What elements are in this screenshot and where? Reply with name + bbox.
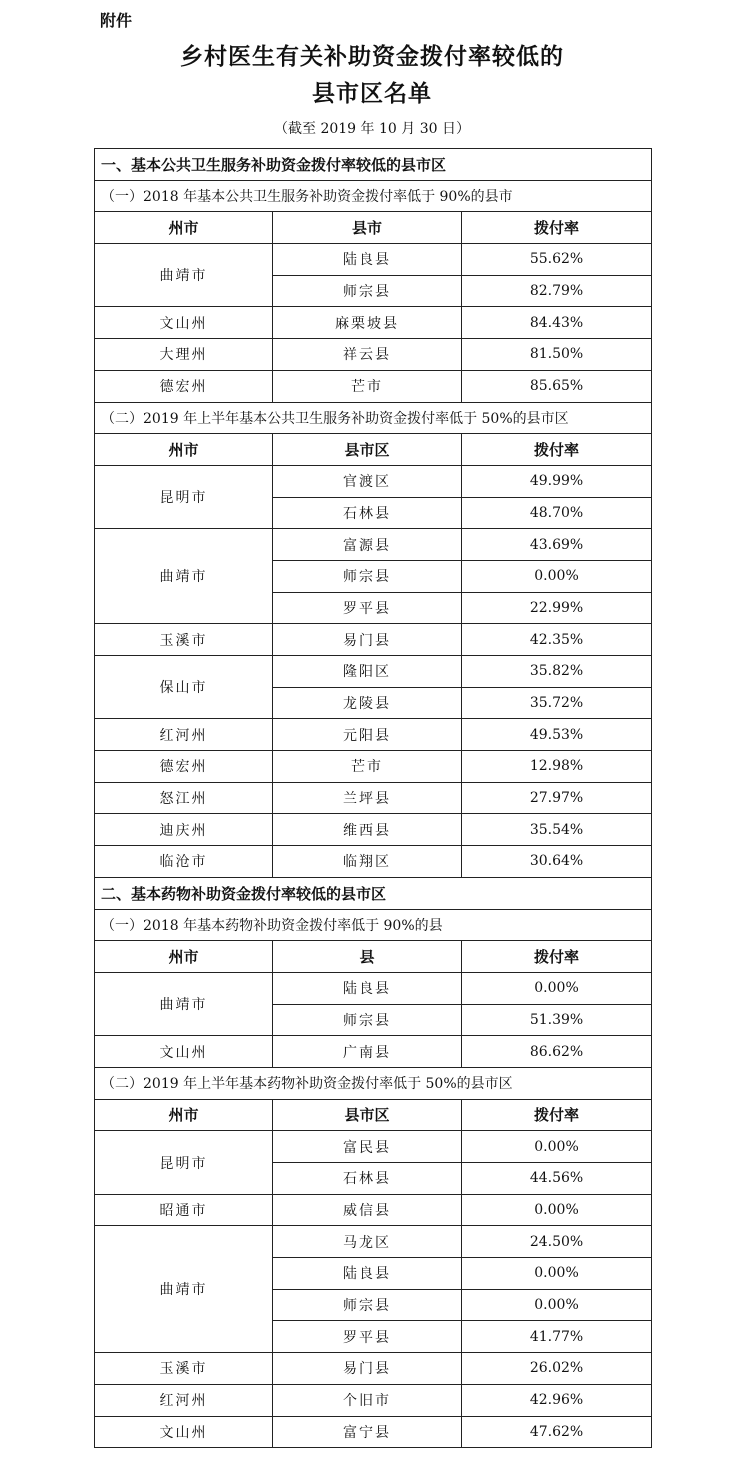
county-cell: 师宗县 bbox=[273, 1004, 462, 1036]
county-cell: 石林县 bbox=[273, 1163, 462, 1195]
table-row bbox=[95, 1194, 652, 1226]
rate-cell: 35.72% bbox=[462, 687, 652, 719]
county-cell: 临翔区 bbox=[273, 846, 462, 878]
header-prefecture: 州市 bbox=[95, 941, 273, 973]
prefecture-cell: 保山市 bbox=[95, 656, 273, 719]
prefecture-cell: 昆明市 bbox=[95, 465, 273, 528]
prefecture-cell: 昆明市 bbox=[95, 1131, 273, 1194]
rate-cell: 0.00% bbox=[462, 1258, 652, 1290]
prefecture-cell: 曲靖市 bbox=[95, 972, 273, 1035]
table-row bbox=[95, 529, 652, 561]
rate-cell: 41.77% bbox=[462, 1321, 652, 1353]
section-heading-row bbox=[95, 149, 652, 181]
rate-cell: 26.02% bbox=[462, 1353, 652, 1385]
county-cell: 广南县 bbox=[273, 1036, 462, 1068]
rate-cell: 44.56% bbox=[462, 1163, 652, 1195]
county-cell: 富民县 bbox=[273, 1131, 462, 1163]
subsection-title-row bbox=[95, 402, 652, 434]
rate-cell: 47.62% bbox=[462, 1416, 652, 1448]
table-row bbox=[95, 656, 652, 688]
subsection-title-row bbox=[95, 1067, 652, 1099]
header-rate: 拨付率 bbox=[462, 434, 652, 466]
attachment-label: 附件 bbox=[100, 11, 133, 30]
county-cell: 官渡区 bbox=[273, 465, 462, 497]
county-cell: 祥云县 bbox=[273, 339, 462, 371]
header-prefecture: 州市 bbox=[95, 434, 273, 466]
county-cell: 富宁县 bbox=[273, 1416, 462, 1448]
county-cell: 维西县 bbox=[273, 814, 462, 846]
county-cell: 隆阳区 bbox=[273, 656, 462, 688]
county-cell: 罗平县 bbox=[273, 1321, 462, 1353]
table-row bbox=[95, 307, 652, 339]
header-county: 县市区 bbox=[273, 434, 462, 466]
rate-cell: 82.79% bbox=[462, 275, 652, 307]
table-row bbox=[95, 1416, 652, 1448]
header-county: 县市区 bbox=[273, 1099, 462, 1131]
subsection-title-row bbox=[95, 909, 652, 941]
rate-cell: 0.00% bbox=[462, 560, 652, 592]
rate-cell: 12.98% bbox=[462, 751, 652, 783]
prefecture-cell: 曲靖市 bbox=[95, 529, 273, 624]
rate-cell: 0.00% bbox=[462, 1194, 652, 1226]
county-cell: 元阳县 bbox=[273, 719, 462, 751]
rate-cell: 0.00% bbox=[462, 972, 652, 1004]
prefecture-cell: 大理州 bbox=[95, 339, 273, 371]
county-cell: 富源县 bbox=[273, 529, 462, 561]
prefecture-cell: 德宏州 bbox=[95, 370, 273, 402]
county-cell: 师宗县 bbox=[273, 275, 462, 307]
county-cell: 麻栗坡县 bbox=[273, 307, 462, 339]
table-row bbox=[95, 751, 652, 783]
prefecture-cell: 迪庆州 bbox=[95, 814, 273, 846]
prefecture-cell: 玉溪市 bbox=[95, 624, 273, 656]
county-cell: 威信县 bbox=[273, 1194, 462, 1226]
rate-table-body bbox=[95, 149, 652, 1448]
header-county: 县 bbox=[273, 941, 462, 973]
table-row bbox=[95, 782, 652, 814]
prefecture-cell: 曲靖市 bbox=[95, 1226, 273, 1353]
county-cell: 马龙区 bbox=[273, 1226, 462, 1258]
rate-cell: 0.00% bbox=[462, 1289, 652, 1321]
rate-cell: 24.50% bbox=[462, 1226, 652, 1258]
document-title-line-1: 乡村医生有关补助资金拨付率较低的 bbox=[180, 44, 564, 70]
rate-cell: 49.53% bbox=[462, 719, 652, 751]
county-cell: 芒市 bbox=[273, 751, 462, 783]
table-row bbox=[95, 846, 652, 878]
prefecture-cell: 曲靖市 bbox=[95, 244, 273, 307]
table-row bbox=[95, 339, 652, 371]
rate-cell: 43.69% bbox=[462, 529, 652, 561]
header-prefecture: 州市 bbox=[95, 212, 273, 244]
header-rate: 拨付率 bbox=[462, 1099, 652, 1131]
prefecture-cell: 玉溪市 bbox=[95, 1353, 273, 1385]
rate-cell: 42.35% bbox=[462, 624, 652, 656]
prefecture-cell: 文山州 bbox=[95, 1416, 273, 1448]
table-row bbox=[95, 972, 652, 1004]
subsection-title: （一）2018 年基本药物补助资金拨付率低于 90%的县 bbox=[95, 909, 652, 941]
section-heading: 一、基本公共卫生服务补助资金拨付率较低的县市区 bbox=[95, 149, 652, 181]
table-row bbox=[95, 719, 652, 751]
table-row bbox=[95, 624, 652, 656]
rate-cell: 49.99% bbox=[462, 465, 652, 497]
rate-cell: 27.97% bbox=[462, 782, 652, 814]
prefecture-cell: 文山州 bbox=[95, 1036, 273, 1068]
section-heading: 二、基本药物补助资金拨付率较低的县市区 bbox=[95, 877, 652, 909]
prefecture-cell: 怒江州 bbox=[95, 782, 273, 814]
county-cell: 石林县 bbox=[273, 497, 462, 529]
rate-cell: 0.00% bbox=[462, 1131, 652, 1163]
rate-cell: 30.64% bbox=[462, 846, 652, 878]
table-row bbox=[95, 370, 652, 402]
table-row bbox=[95, 1384, 652, 1416]
table-row bbox=[95, 1353, 652, 1385]
county-cell: 芒市 bbox=[273, 370, 462, 402]
county-cell: 陆良县 bbox=[273, 972, 462, 1004]
county-cell: 易门县 bbox=[273, 1353, 462, 1385]
column-header-row bbox=[95, 434, 652, 466]
column-header-row bbox=[95, 212, 652, 244]
document-title-line-2: 县市区名单 bbox=[312, 81, 432, 107]
prefecture-cell: 临沧市 bbox=[95, 846, 273, 878]
county-cell: 龙陵县 bbox=[273, 687, 462, 719]
rate-cell: 81.50% bbox=[462, 339, 652, 371]
rate-cell: 35.54% bbox=[462, 814, 652, 846]
rate-cell: 84.43% bbox=[462, 307, 652, 339]
prefecture-cell: 昭通市 bbox=[95, 1194, 273, 1226]
section-heading-row bbox=[95, 877, 652, 909]
rate-cell: 48.70% bbox=[462, 497, 652, 529]
table-row bbox=[95, 1036, 652, 1068]
rate-table bbox=[94, 148, 652, 1448]
rate-cell: 42.96% bbox=[462, 1384, 652, 1416]
header-rate: 拨付率 bbox=[462, 212, 652, 244]
rate-cell: 85.65% bbox=[462, 370, 652, 402]
subsection-title: （一）2018 年基本公共卫生服务补助资金拨付率低于 90%的县市 bbox=[95, 180, 652, 212]
rate-cell: 51.39% bbox=[462, 1004, 652, 1036]
subsection-title-row bbox=[95, 180, 652, 212]
rate-cell: 55.62% bbox=[462, 244, 652, 276]
table-row bbox=[95, 1131, 652, 1163]
column-header-row bbox=[95, 1099, 652, 1131]
prefecture-cell: 红河州 bbox=[95, 1384, 273, 1416]
county-cell: 个旧市 bbox=[273, 1384, 462, 1416]
county-cell: 师宗县 bbox=[273, 560, 462, 592]
column-header-row bbox=[95, 941, 652, 973]
header-prefecture: 州市 bbox=[95, 1099, 273, 1131]
county-cell: 罗平县 bbox=[273, 592, 462, 624]
prefecture-cell: 德宏州 bbox=[95, 751, 273, 783]
subsection-title: （二）2019 年上半年基本公共卫生服务补助资金拨付率低于 50%的县市区 bbox=[95, 402, 652, 434]
county-cell: 易门县 bbox=[273, 624, 462, 656]
table-row bbox=[95, 814, 652, 846]
table-row bbox=[95, 1226, 652, 1258]
header-rate: 拨付率 bbox=[462, 941, 652, 973]
subsection-title: （二）2019 年上半年基本药物补助资金拨付率低于 50%的县市区 bbox=[95, 1067, 652, 1099]
as-of-date: （截至 2019 年 10 月 30 日） bbox=[274, 121, 470, 137]
county-cell: 陆良县 bbox=[273, 1258, 462, 1290]
prefecture-cell: 文山州 bbox=[95, 307, 273, 339]
rate-cell: 35.82% bbox=[462, 656, 652, 688]
table-row bbox=[95, 465, 652, 497]
rate-cell: 86.62% bbox=[462, 1036, 652, 1068]
county-cell: 兰坪县 bbox=[273, 782, 462, 814]
table-row bbox=[95, 244, 652, 276]
header-county: 县市 bbox=[273, 212, 462, 244]
county-cell: 陆良县 bbox=[273, 244, 462, 276]
rate-cell: 22.99% bbox=[462, 592, 652, 624]
prefecture-cell: 红河州 bbox=[95, 719, 273, 751]
county-cell: 师宗县 bbox=[273, 1289, 462, 1321]
